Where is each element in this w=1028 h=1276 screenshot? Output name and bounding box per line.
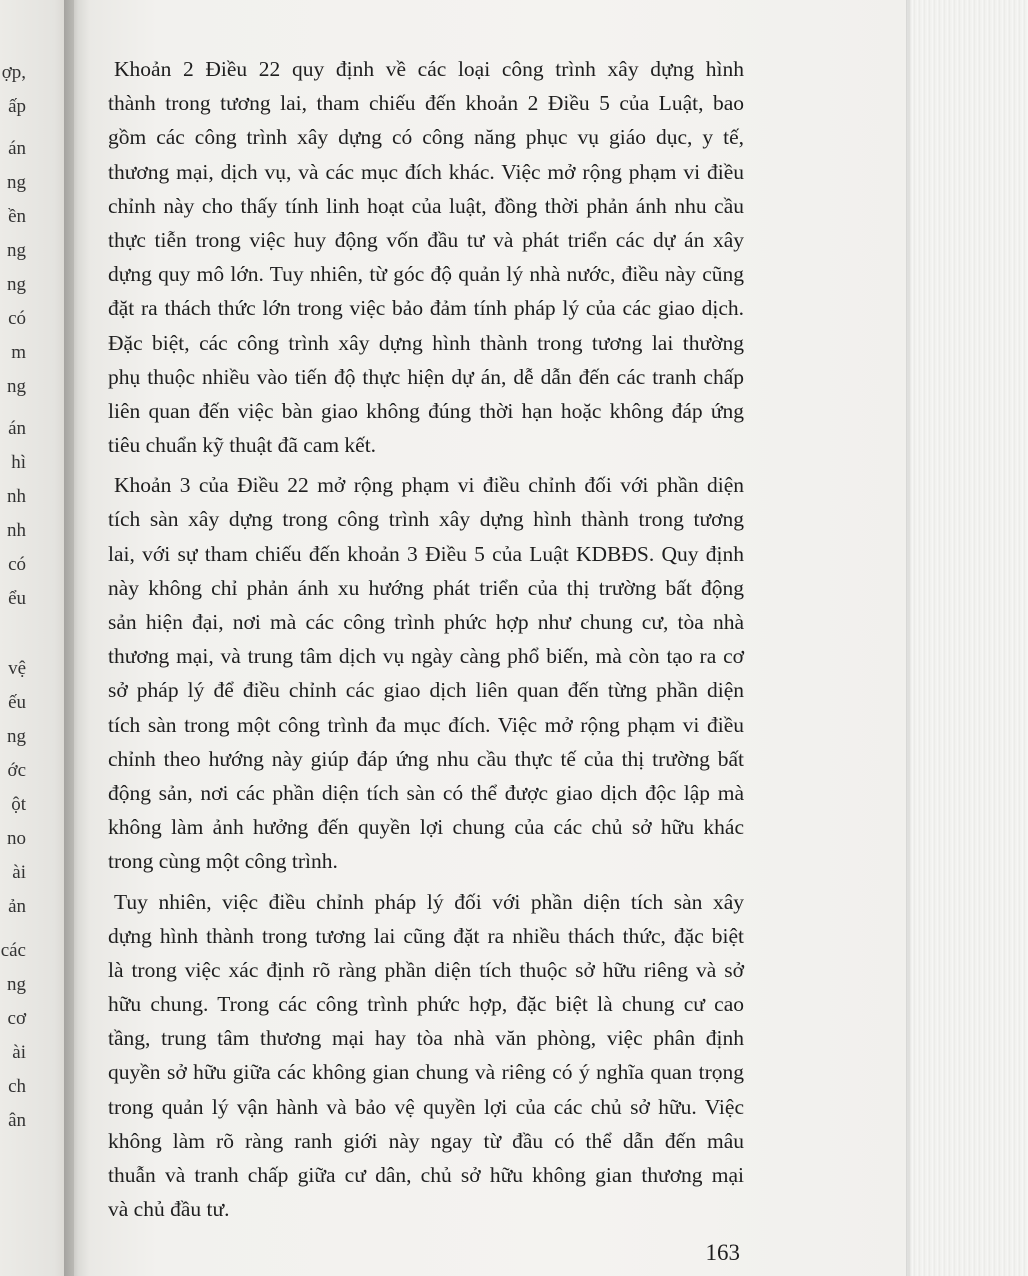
- text-line: chỉnh này cho thấy tính linh hoạt của luật, đồng thời phản ánh nhu cầu: [108, 193, 744, 218]
- text-line: sở pháp lý để điều chỉnh các giao dịch liên quan đến từng phần diện: [108, 678, 744, 703]
- previous-page-fragment: ớc: [7, 760, 26, 781]
- text-line: quyền sở hữu giữa các không gian chung và riêng có ý nghĩa quan trọng: [108, 1060, 744, 1085]
- previous-page-fragment: ch: [8, 1076, 26, 1097]
- text-line: gồm các công trình xây dựng có công năng phục vụ giáo dục, y tế,: [108, 125, 744, 150]
- text-line: không làm rõ ràng ranh giới này ngay từ đầu có thể dẫn đến mâu: [108, 1128, 744, 1153]
- text-line: Khoản 2 Điều 22 quy định về các loại công trình xây dựng hình: [114, 57, 744, 81]
- previous-page-fragment: ng: [7, 274, 26, 295]
- text-line: và chủ đầu tư.: [108, 1197, 230, 1222]
- text-line: là trong việc xác định rõ ràng phần diện tích thuộc sở hữu riêng và sở: [108, 957, 744, 982]
- previous-page-fragment: ếu: [8, 692, 26, 713]
- previous-page-fragment: ểu: [8, 588, 26, 609]
- previous-page-fragment: án: [8, 138, 26, 159]
- text-line: tiêu chuẩn kỹ thuật đã cam kết.: [108, 433, 377, 458]
- text-line: thực tiễn trong việc huy động vốn đầu tư và phát triển các dự án xây: [108, 227, 744, 252]
- text-line: này không chỉ phản ánh xu hướng phát triển của thị trường bất động: [108, 575, 744, 600]
- previous-page-fragment: nh: [7, 520, 26, 541]
- previous-page-fragment: hì: [11, 452, 26, 473]
- previous-page-fragment: ấp: [8, 96, 26, 117]
- text-line: thành trong tương lai, tham chiếu đến khoản 2 Điều 5 của Luật, bao: [108, 91, 744, 116]
- previous-page-fragment: ân: [8, 1110, 26, 1131]
- text-line: tầng, trung tâm thương mại hay tòa nhà văn phòng, việc phân định: [108, 1026, 744, 1051]
- text-line: dựng quy mô lớn. Tuy nhiên, từ góc độ quản lý nhà nước, điều này cũng: [108, 262, 744, 287]
- previous-page-fragment: cơ: [7, 1008, 26, 1029]
- text-line: không làm ảnh hưởng đến quyền lợi chung của các chủ sở hữu khác: [108, 815, 744, 840]
- previous-page-fragment: ền: [8, 206, 26, 227]
- previous-page-fragment: ợp,: [1, 62, 26, 83]
- page-number: 163: [705, 1240, 740, 1265]
- text-line: hữu chung. Trong các công trình phức hợp, đặc biệt là chung cư cao: [108, 992, 744, 1017]
- text-line: Tuy nhiên, việc điều chỉnh pháp lý đối với phần diện tích sàn xây: [114, 889, 744, 914]
- previous-page-fragment: ản: [8, 896, 26, 917]
- previous-page-fragment: ng: [7, 172, 26, 193]
- page-block-edges: [906, 0, 1028, 1276]
- previous-page-fragment: án: [8, 418, 26, 439]
- text-line: chỉnh theo hướng này giúp đáp ứng nhu cầu thực tế của thị trường bất: [108, 746, 744, 771]
- text-line: Đặc biệt, các công trình xây dựng hình thành trong tương lai thường: [108, 330, 744, 355]
- previous-page-fragment: no: [7, 828, 26, 849]
- text-line: tích sàn xây dựng trong công trình xây dựng hình thành trong tương: [108, 507, 744, 532]
- page-body-text: [108, 52, 744, 1232]
- text-line: thuẫn và tranh chấp giữa cư dân, chủ sở hữu không gian thương mại: [108, 1163, 744, 1187]
- text-line: tích sàn trong một công trình đa mục đích. Việc mở rộng phạm vi điều: [108, 712, 744, 737]
- text-line: trong quản lý vận hành và bảo vệ quyền lợi của các chủ sở hữu. Việc: [108, 1094, 744, 1119]
- previous-page-fragment: có: [8, 554, 26, 575]
- text-line: sản hiện đại, nơi mà các công trình phức hợp như chung cư, tòa nhà: [108, 610, 744, 634]
- text-line: thương mại, dịch vụ, và các mục đích khác. Việc mở rộng phạm vi điều: [108, 159, 744, 184]
- text-line: đặt ra thách thức lớn trong việc bảo đảm tính pháp lý của các giao dịch.: [108, 296, 744, 321]
- paragraph: [108, 468, 744, 878]
- previous-page-fragment: vệ: [8, 658, 26, 679]
- previous-page-fragment: ài: [12, 862, 26, 883]
- text-line: trong cùng một công trình.: [108, 849, 338, 874]
- previous-page-fragment: ng: [7, 726, 26, 747]
- previous-page-fragment: ng: [7, 974, 26, 995]
- previous-page-fragment: ột: [11, 794, 26, 815]
- text-line: động sản, nơi các phần diện tích sàn có thể được giao dịch độc lập mà: [108, 780, 744, 805]
- book-gutter-shadow: [64, 0, 90, 1276]
- previous-page-fragment: ng: [7, 376, 26, 397]
- text-line: dựng hình thành trong tương lai cũng đặt ra nhiều thách thức, đặc biệt: [108, 923, 744, 948]
- paragraph: [108, 52, 744, 462]
- previous-page-fragment: có: [8, 308, 26, 329]
- text-line: phụ thuộc nhiều vào tiến độ thực hiện dự án, dễ dẫn đến các tranh chấp: [108, 364, 744, 389]
- text-line: liên quan đến việc bàn giao không đúng thời hạn hoặc không đáp ứng: [108, 398, 744, 423]
- previous-page-fragment: ng: [7, 240, 26, 261]
- previous-page-fragment: ài: [12, 1042, 26, 1063]
- text-line: thương mại, và trung tâm dịch vụ ngày càng phổ biến, mà còn tạo ra cơ: [108, 644, 744, 669]
- previous-page-fragment: nh: [7, 486, 26, 507]
- previous-page-fragment: m: [11, 342, 26, 363]
- text-line: lai, với sự tham chiếu đến khoản 3 Điều 5 của Luật KDBĐS. Quy định: [108, 541, 744, 566]
- previous-page-fragment: các: [0, 940, 26, 961]
- text-line: Khoản 3 của Điều 22 mở rộng phạm vi điều chỉnh đối với phần diện: [114, 473, 744, 498]
- paragraph: [108, 885, 744, 1227]
